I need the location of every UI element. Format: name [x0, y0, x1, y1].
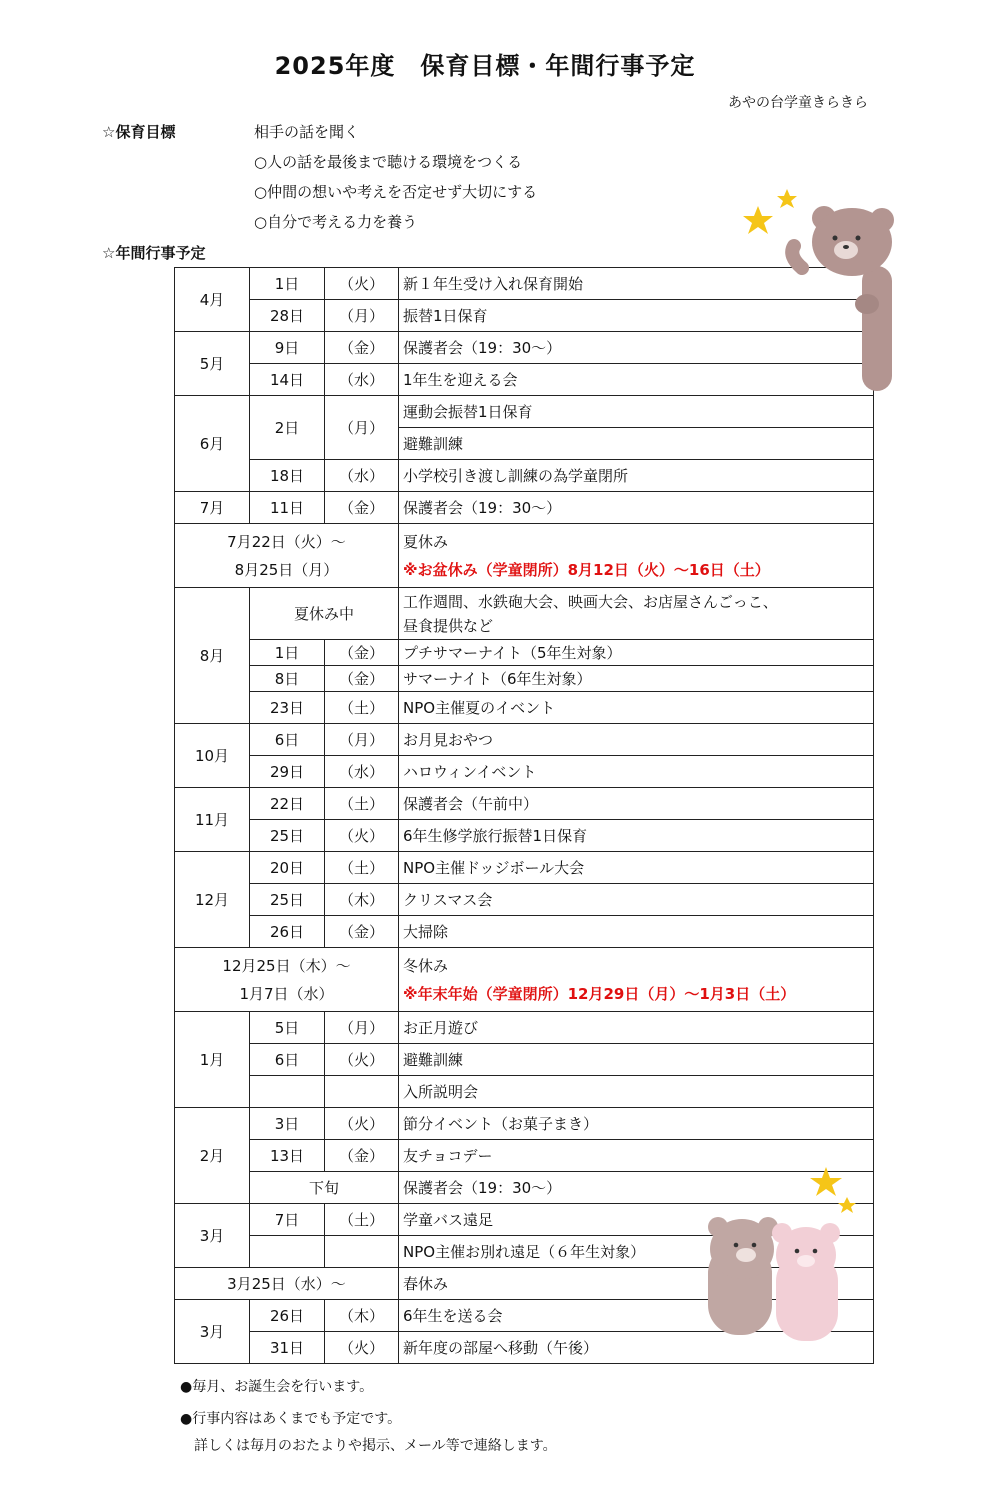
table-row [175, 788, 874, 820]
event-cell: 友チョコデー [399, 1140, 874, 1172]
goals-heading: ☆保育目標 [102, 123, 176, 141]
day-cell: 18日 [250, 460, 325, 492]
weekday-cell: （金） [325, 640, 399, 666]
goal-line: ○仲間の想いや考えを否定せず大切にする [254, 183, 538, 201]
month-cell: 6月 [175, 396, 250, 492]
table-row [175, 1076, 874, 1108]
event-cell [399, 588, 874, 640]
event-cell: 新１年生受け入れ保育開始 [399, 268, 874, 300]
day-cell [250, 1076, 325, 1108]
day-cell: 23日 [250, 692, 325, 724]
event-text: 冬休み [403, 956, 449, 975]
period-start: 12月25日（木）～ [222, 956, 351, 975]
period-cell [175, 524, 399, 588]
event-cell: 振替1日保育 [399, 300, 874, 332]
event-cell [399, 524, 874, 588]
table-row [175, 948, 874, 1012]
weekday-cell: （金） [325, 666, 399, 692]
event-cell: NPO主催お別れ遠足（６年生対象） [399, 1236, 874, 1268]
month-cell: 4月 [175, 268, 250, 332]
event-cell: 6年生を送る会 [399, 1300, 874, 1332]
table-row [175, 1044, 874, 1076]
event-cell: 学童バス遠足 [399, 1204, 874, 1236]
event-cell: ハロウィンイベント [399, 756, 874, 788]
table-row [175, 460, 874, 492]
month-cell: 2月 [175, 1108, 250, 1204]
weekday-cell: （土） [325, 692, 399, 724]
event-cell [399, 948, 874, 1012]
star-icon [838, 1197, 856, 1213]
day-cell: 5日 [250, 1012, 325, 1044]
weekday-cell: （火） [325, 1332, 399, 1364]
day-cell: 31日 [250, 1332, 325, 1364]
weekday-cell: （月） [325, 724, 399, 756]
weekday-cell: （金） [325, 1140, 399, 1172]
weekday-cell: （金） [325, 492, 399, 524]
table-row [175, 1108, 874, 1140]
day-cell: 22日 [250, 788, 325, 820]
weekday-cell: （火） [325, 268, 399, 300]
event-cell: 節分イベント（お菓子まき） [399, 1108, 874, 1140]
event-cell: 保護者会（19：30～） [399, 492, 874, 524]
weekday-cell: （金） [325, 332, 399, 364]
table-row [175, 524, 874, 588]
day-cell: 3日 [250, 1108, 325, 1140]
event-cell: 運動会振替1日保育 [399, 396, 874, 428]
month-cell: 5月 [175, 332, 250, 396]
month-cell: 12月 [175, 852, 250, 948]
month-cell: 8月 [175, 588, 250, 724]
day-cell: 13日 [250, 1140, 325, 1172]
table-row [175, 588, 874, 640]
period-start: 7月22日（火）～ [227, 532, 346, 551]
event-cell: プチサマーナイト（5年生対象） [399, 640, 874, 666]
day-cell: 26日 [250, 1300, 325, 1332]
weekday-cell: （水） [325, 460, 399, 492]
note-line: ●毎月、お誕生会を行います。 [180, 1379, 374, 1395]
closure-note: ※お盆休み（学童閉所）8月12日（火）～16日（土） [403, 560, 770, 579]
weekday-cell: （木） [325, 1300, 399, 1332]
day-cell: 1日 [250, 640, 325, 666]
event-cell: 避難訓練 [399, 428, 874, 460]
weekday-cell [325, 1076, 399, 1108]
event-cell: お正月遊び [399, 1012, 874, 1044]
organization-name: あやの台学童きらきら [728, 95, 868, 111]
span-cell: 夏休み中 [250, 588, 399, 640]
event-text: 夏休み [403, 532, 449, 551]
event-cell: NPO主催夏のイベント [399, 692, 874, 724]
event-cell: 春休み [399, 1268, 874, 1300]
event-text: 昼食提供など [403, 616, 494, 635]
day-cell: 26日 [250, 916, 325, 948]
period-end: 1月7日（水） [239, 984, 334, 1003]
table-row [175, 756, 874, 788]
event-cell: 保護者会（19：30～） [399, 332, 874, 364]
day-cell: 8日 [250, 666, 325, 692]
day-cell: 2日 [250, 396, 325, 460]
weekday-cell: （土） [325, 1204, 399, 1236]
month-cell: 1月 [175, 1012, 250, 1108]
day-cell: 6日 [250, 1044, 325, 1076]
month-cell: 3月 [175, 1204, 250, 1268]
event-cell: 避難訓練 [399, 1044, 874, 1076]
event-cell: 1年生を迎える会 [399, 364, 874, 396]
day-cell: 1日 [250, 268, 325, 300]
table-row [175, 1012, 874, 1044]
event-cell: 新年度の部屋へ移動（午後） [399, 1332, 874, 1364]
day-cell: 14日 [250, 364, 325, 396]
day-cell: 9日 [250, 332, 325, 364]
period-cell [175, 948, 399, 1012]
day-cell: 6日 [250, 724, 325, 756]
note-line: ●行事内容はあくまでも予定です。 [180, 1411, 402, 1427]
table-row [175, 852, 874, 884]
event-cell: 6年生修学旅行振替1日保育 [399, 820, 874, 852]
event-text: 工作週間、水鉄砲大会、映画大会、お店屋さんごっこ、 [403, 592, 778, 611]
event-cell: 保護者会（19：30～） [399, 1172, 874, 1204]
day-cell: 28日 [250, 300, 325, 332]
table-row [175, 396, 874, 428]
day-cell: 25日 [250, 884, 325, 916]
table-row [175, 492, 874, 524]
table-row [175, 820, 874, 852]
table-row [175, 640, 874, 666]
bear-pair-icon [702, 1163, 862, 1343]
event-cell: 小学校引き渡し訓練の為学童閉所 [399, 460, 874, 492]
goal-line: ○人の話を最後まで聴ける環境をつくる [254, 153, 523, 171]
weekday-cell: （水） [325, 364, 399, 396]
weekday-cell: （火） [325, 1044, 399, 1076]
event-cell: 大掃除 [399, 916, 874, 948]
day-cell [250, 1236, 325, 1268]
month-cell: 10月 [175, 724, 250, 788]
event-cell: 入所説明会 [399, 1076, 874, 1108]
weekday-cell: （土） [325, 788, 399, 820]
closure-note: ※年末年始（学童閉所）12月29日（月）～1月3日（土） [403, 984, 796, 1003]
event-cell: 保護者会（午前中） [399, 788, 874, 820]
goal-line: 相手の話を聞く [254, 123, 360, 141]
weekday-cell: （水） [325, 756, 399, 788]
month-cell: 11月 [175, 788, 250, 852]
event-cell: クリスマス会 [399, 884, 874, 916]
star-icon [777, 189, 797, 208]
table-row [175, 916, 874, 948]
weekday-cell: （火） [325, 820, 399, 852]
weekday-cell: （金） [325, 916, 399, 948]
period-end: 8月25日（月） [234, 560, 339, 579]
note-line: 詳しくは毎月のおたよりや掲示、メール等で連絡します。 [194, 1438, 557, 1454]
weekday-cell: （月） [325, 396, 399, 460]
star-icon [743, 206, 773, 234]
weekday-cell: （月） [325, 1012, 399, 1044]
event-cell: サマーナイト（6年生対象） [399, 666, 874, 692]
period-cell: 3月25日（水）～ [175, 1268, 399, 1300]
table-row [175, 724, 874, 756]
bear-illustration-icon [742, 186, 902, 398]
day-cell: 20日 [250, 852, 325, 884]
weekday-cell [325, 1236, 399, 1268]
event-cell: お月見おやつ [399, 724, 874, 756]
table-row [175, 692, 874, 724]
day-cell: 25日 [250, 820, 325, 852]
span-cell: 下旬 [250, 1172, 399, 1204]
month-cell: 7月 [175, 492, 250, 524]
table-row [175, 884, 874, 916]
month-cell: 3月 [175, 1300, 250, 1364]
event-cell: NPO主催ドッジボール大会 [399, 852, 874, 884]
goal-line: ○自分で考える力を養う [254, 213, 418, 231]
day-cell: 7日 [250, 1204, 325, 1236]
day-cell: 29日 [250, 756, 325, 788]
schedule-heading: ☆年間行事予定 [102, 244, 206, 262]
star-icon [810, 1167, 842, 1196]
weekday-cell: （月） [325, 300, 399, 332]
weekday-cell: （火） [325, 1108, 399, 1140]
table-row [175, 666, 874, 692]
day-cell: 11日 [250, 492, 325, 524]
weekday-cell: （木） [325, 884, 399, 916]
page-title: 2025年度 保育目標・年間行事予定 [274, 52, 696, 80]
weekday-cell: （土） [325, 852, 399, 884]
